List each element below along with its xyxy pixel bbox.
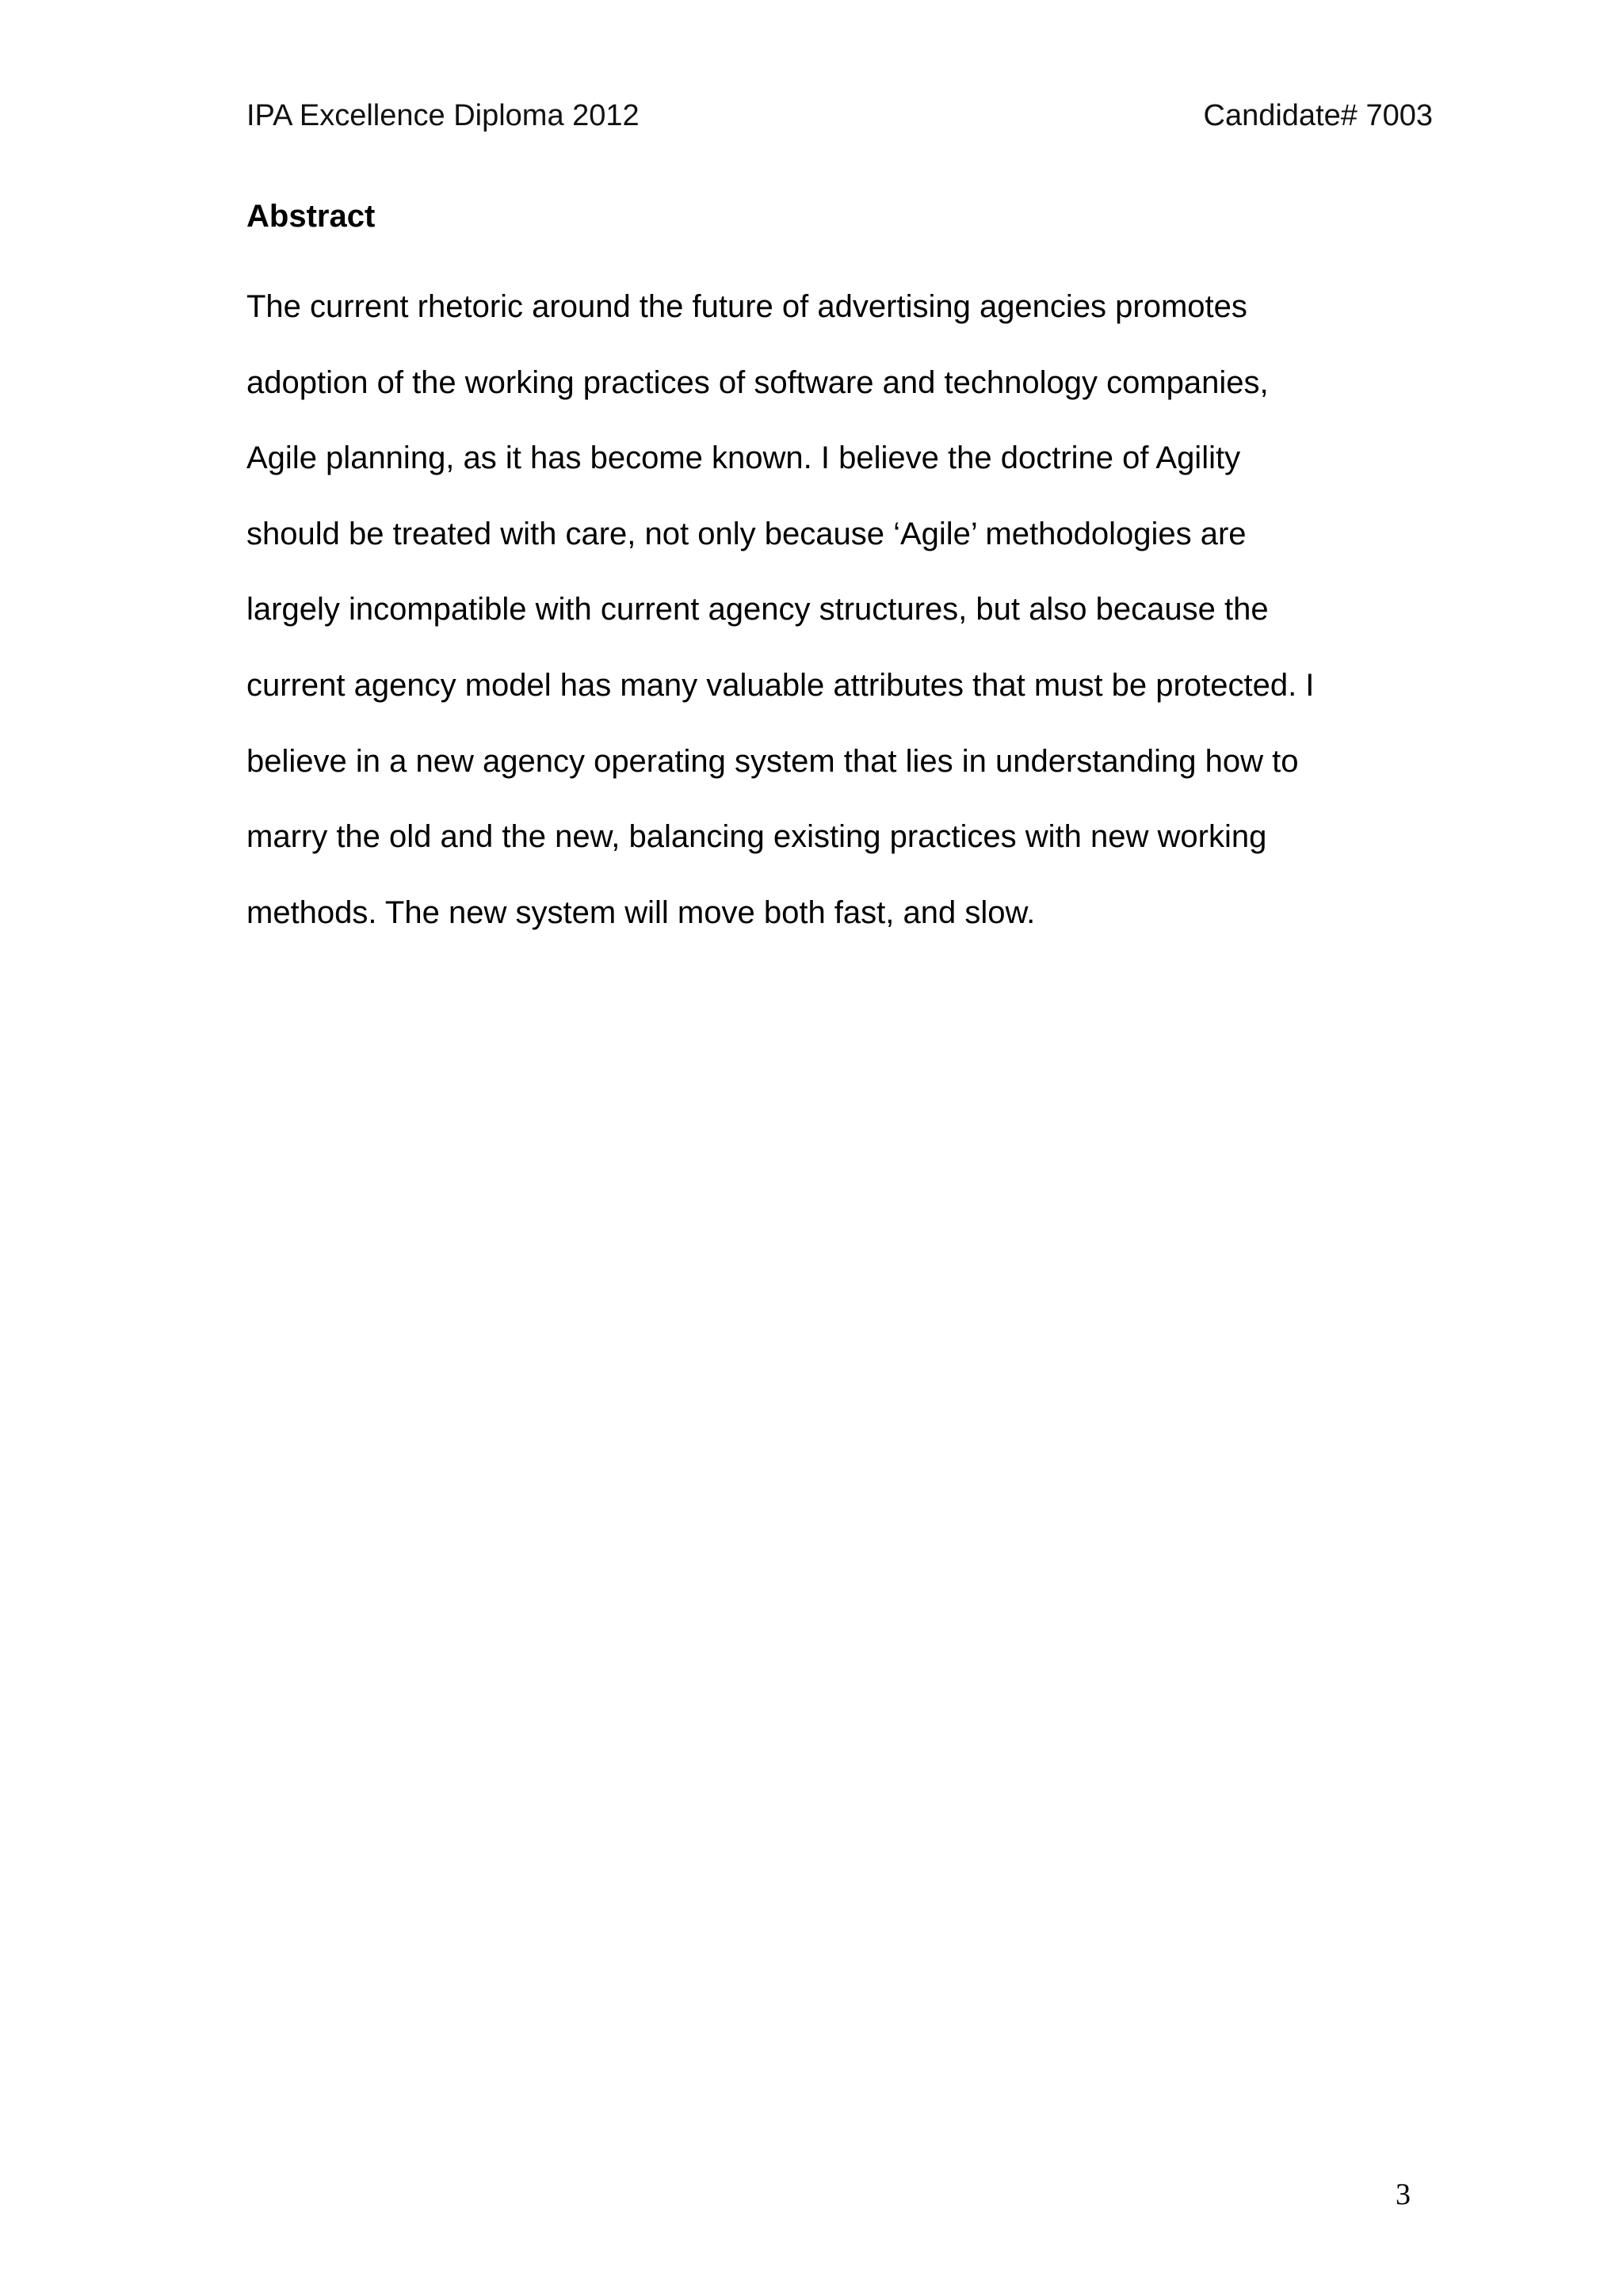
abstract-line: adoption of the working practices of software and technology companies, <box>246 364 1269 400</box>
abstract-line: marry the old and the new, balancing existing practices with new working <box>246 819 1267 855</box>
abstract-line: Agile planning, as it has become known. I believe the doctrine of Agility <box>246 441 1241 476</box>
page-header <box>246 93 1433 138</box>
header-title: IPA Excellence Diploma 2012 <box>246 99 640 132</box>
abstract-line: largely incompatible with current agency structures, but also because the <box>246 592 1269 627</box>
candidate-number: Candidate# 7003 <box>1203 99 1433 132</box>
abstract-heading: Abstract <box>246 199 376 234</box>
abstract-line: methods. The new system will move both fast, and slow. <box>246 894 1036 930</box>
abstract-line: believe in a new agency operating system that lies in understanding how to <box>246 743 1299 779</box>
abstract-line: should be treated with care, not only because ‘Agile’ methodologies are <box>246 516 1247 551</box>
abstract-body <box>246 269 1380 951</box>
page-number: 3 <box>1396 2178 1411 2211</box>
abstract-line: current agency model has many valuable attributes that must be protected. I <box>246 667 1315 703</box>
abstract-line: The current rhetoric around the future of advertising agencies promotes <box>246 289 1247 324</box>
